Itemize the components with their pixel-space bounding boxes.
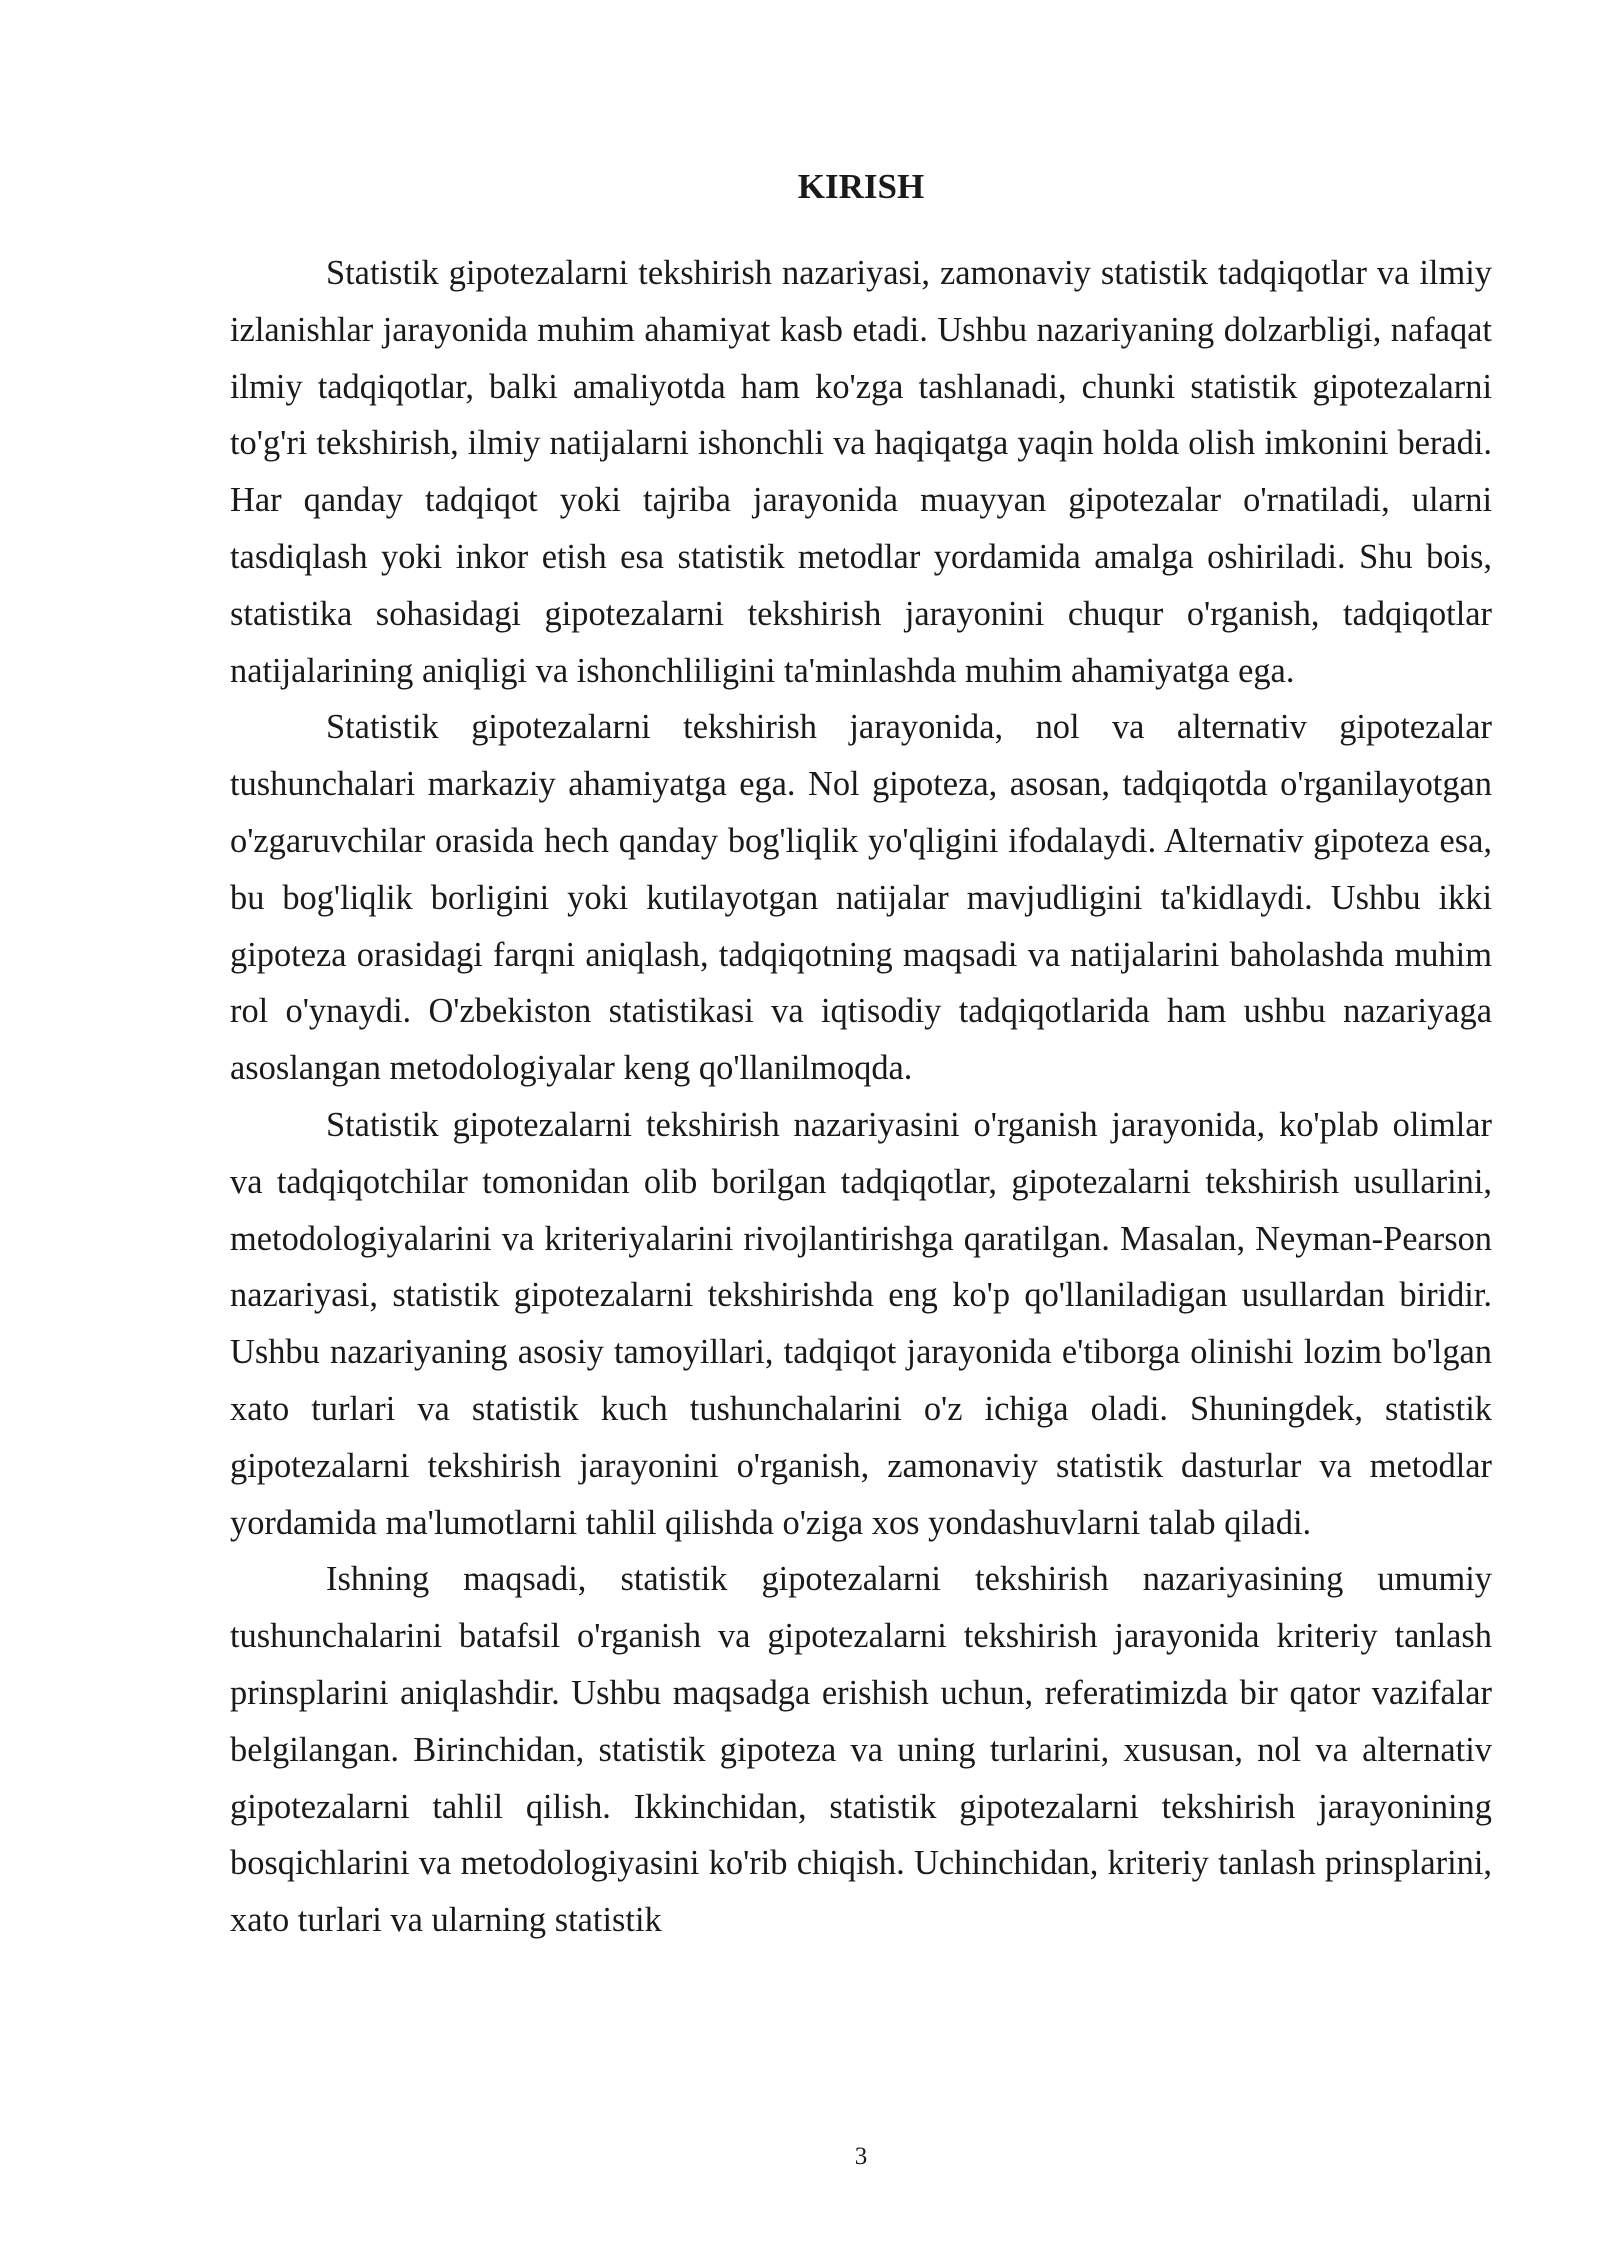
paragraph-3: Statistik gipotezalarni tekshirish nazariyasini o'rganish jarayonida, ko'plab olimlar va tadqiqotchilar tomonidan olib borilgan tadqiqotlar, gipotezalarni tekshirish usullarini, metodologiyalarini va kriteriyalarini rivojlantirishga qaratilgan. Masalan, Neyman-Pearson nazariyasi, statistik gipotezalarni tekshirishda eng ko'p qo'llaniladigan usullardan biridir. Ushbu nazariyaning asosiy tamoyillari, tadqiqot jarayonida e'tiborga olinishi lozim bo'lgan xato turlari va statistik kuch tushunchalarini o'z ichiga oladi. Shuningdek, statistik gipotezalarni tekshirish jarayonini o'rganish, zamonaviy statistik dasturlar va metodlar yordamida ma'lumotlarni tahlil qilishda o'ziga xos yondashuvlarni talab qiladi. [230, 1105, 1492, 1542]
body-text [230, 245, 1492, 1949]
paragraph-1: Statistik gipotezalarni tekshirish nazariyasi, zamonaviy statistik tadqiqotlar va ilmiy izlanishlar jarayonida muhim ahamiyat kasb etadi. Ushbu nazariyaning dolzarbligi, nafaqat ilmiy tadqiqotlar, balki amaliyotda ham ko'zga tashlanadi, chunki statistik gipotezalarni to'g'ri tekshirish, ilmiy natijalarni ishonchli va haqiqatga yaqin holda olish imkonini beradi. Har qanday tadqiqot yoki tajriba jarayonida muayyan gipotezalar o'rnatiladi, ularni tasdiqlash yoki inkor etish esa statistik metodlar yordamida amalga oshiriladi. Shu bois, statistika sohasidagi gipotezalarni tekshirish jarayonini chuqur o'rganish, tadqiqotlar natijalarining aniqligi va ishonchliligini ta'minlashda muhim ahamiyatga ega. [230, 254, 1492, 690]
section-heading: KIRISH [797, 167, 925, 206]
page-number: 3 [854, 2143, 868, 2170]
paragraph-4: Ishning maqsadi, statistik gipotezalarni tekshirish nazariyasining umumiy tushunchalarini batafsil o'rganish va gipotezalarni tekshirish jarayonida kriteriy tanlash prinsplarini aniqlashdir. Ushbu maqsadga erishish uchun, referatimizda bir qator vazifalar belgilangan. Birinchidan, statistik gipoteza va uning turlarini, xususan, nol va alternativ gipotezalarni tahlil qilish. Ikkinchidan, statistik gipotezalarni tekshirish jarayonining bosqichlarini va metodologiyasini ko'rib chiqish. Uchinchidan, kriteriy tanlash prinsplarini, xato turlari va ularning statistik [230, 1560, 1492, 1940]
paragraph-2: Statistik gipotezalarni tekshirish jarayonida, nol va alternativ gipotezalar tushunchalari markaziy ahamiyatga ega. Nol gipoteza, asosan, tadqiqotda o'rganilayotgan o'zgaruvchilar orasida hech qanday bog'liqlik yo'qligini ifodalaydi. Alternativ gipoteza esa, bu bog'liqlik borligini yoki kutilayotgan natijalar mavjudligini ta'kidlaydi. Ushbu ikki gipoteza orasidagi farqni aniqlash, tadqiqotning maqsadi va natijalarini baholashda muhim rol o'ynaydi. O'zbekiston statistikasi va iqtisodiy tadqiqotlarida ham ushbu nazariyaga asoslangan metodologiyalar keng qo'llanilmoqda. [230, 708, 1492, 1088]
